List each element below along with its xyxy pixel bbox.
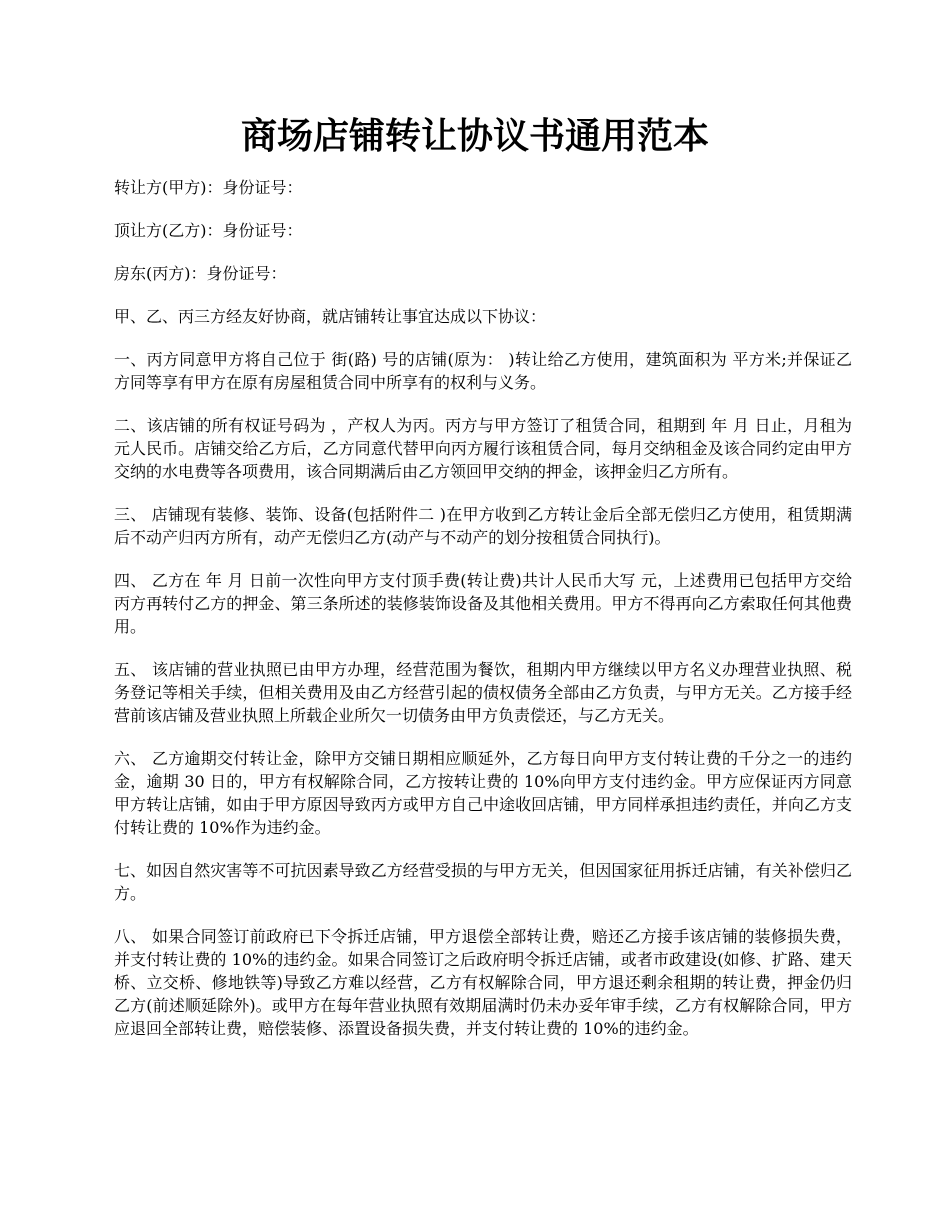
party-a-line: 转让方(甲方)：身份证号： [114,178,303,197]
document-body [114,176,852,1060]
document-title: 商场店铺转让协议书通用范本 [240,115,709,157]
party-c-line: 房东(丙方)：身份证号： [114,264,287,283]
clause-1: 一、丙方同意甲方将自己位于 街(路) 号的店铺(原为： )转让给乙方使用，建筑面积为 平方米;并保证乙方同等享有甲方在原有房屋租赁合同中所享有的权利与义务。 [114,350,852,392]
clause-5: 五、 该店铺的营业执照已由甲方办理，经营范围为餐饮，租期内甲方继续以甲方名义办理营业执照、税务登记等相关手续，但相关费用及由乙方经营引起的债权债务全部由乙方负责，与甲方无关。乙方接手经营前该店铺及营业执照上所载企业所欠一切债务由甲方负责偿还，与乙方无关。 [114,660,852,725]
clause-2: 二、该店铺的所有权证号码为 ，产权人为丙。丙方与甲方签订了租赁合同，租期到 年 月 日止，月租为 元人民币。店铺交给乙方后，乙方同意代替甲向丙方履行该租赁合同，每月交纳租金及该合同约定由甲方交纳的水电费等各项费用，该合同期满后由乙方领回甲交纳的押金，该押金归乙方所有。 [114,416,852,481]
clause-8: 八、 如果合同签订前政府已下令拆迁店铺，甲方退偿全部转让费，赔还乙方接手该店铺的装修损失费，并支付转让费的 10%的违约金。如果合同签订之后政府明令拆迁店铺，或者市政建设(如修、扩路、建天桥、立交桥、修地铁等)导致乙方难以经营，乙方有权解除合同，甲方退还剩余租期的转让费，押金仍归乙方(前述顺延除外)。或甲方在每年营业执照有效期届满时仍未办妥年审手续，乙方有权解除合同，甲方应退回全部转让费，赔偿装修、添置设备损失费，并支付转让费的 10%的违约金。 [114,927,852,1038]
clause-7: 七、如因自然灾害等不可抗因素导致乙方经营受损的与甲方无关，但因国家征用拆迁店铺，有关补偿归乙方。 [114,861,852,903]
clause-4: 四、 乙方在 年 月 日前一次性向甲方支付顶手费(转让费)共计人民币大写 元，上述费用已包括甲方交给丙方再转付乙方的押金、第三条所述的装修装饰设备及其他相关费用。甲方不得再向乙方索取任何其他费用。 [114,571,852,636]
clause-3: 三、 店铺现有装修、装饰、设备(包括附件二 )在甲方收到乙方转让金后全部无偿归乙方使用，租赁期满后不动产归丙方所有，动产无偿归乙方(动产与不动产的划分按租赁合同执行)。 [114,505,852,547]
clause-6: 六、 乙方逾期交付转让金，除甲方交铺日期相应顺延外，乙方每日向甲方支付转让费的千分之一的违约金，逾期 30 日的，甲方有权解除合同，乙方按转让费的 10%向甲方支付违约金。甲方应保证丙方同意甲方转让店铺，如由于甲方原因导致丙方或甲方自己中途收回店铺，甲方同样承担违约责任，并向乙方支付转让费的 10%作为违约金。 [114,749,852,837]
preamble-paragraph: 甲、乙、丙三方经友好协商，就店铺转让事宜达成以下协议： [114,307,547,326]
party-b-line: 顶让方(乙方)：身份证号： [114,221,303,240]
